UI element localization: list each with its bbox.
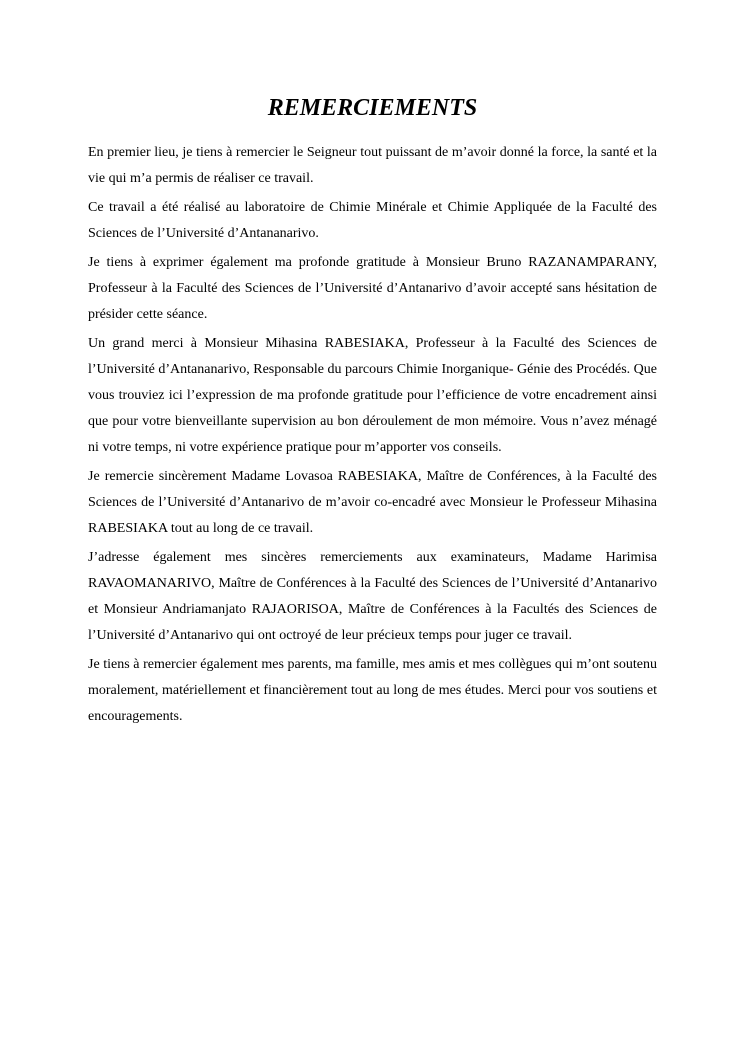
paragraph-5: Je remercie sincèrement Madame Lovasoa RABESIAKA, Maître de Conférences, à la Faculté des Sciences de l’Université d’Antanarivo de m’avoir co-encadré avec Monsieur le Professeur Mihasina RABESIAKA tout au long de ce travail. [88, 469, 657, 536]
paragraph-2: Ce travail a été réalisé au laboratoire de Chimie Minérale et Chimie Appliquée de la Faculté des Sciences de l’Université d’Antananarivo. [88, 200, 657, 241]
paragraph-7: Je tiens à remercier également mes parents, ma famille, mes amis et mes collègues qui m’ont soutenu moralement, matériellement et financièrement tout au long de mes études. Merci pour vos soutiens et encouragements. [88, 657, 657, 724]
paragraph-6: J’adresse également mes sincères remerciements aux examinateurs, Madame Harimisa RAVAOMANARIVO, Maître de Conférences à la Faculté des Sciences de l’Université d’Antanarivo et Monsieur Andriamanjato RAJAORISOA, Maître de Conférences à la Facultés des Sciences de l’Université d’Antanarivo qui ont octroyé de leur précieux temps pour juger ce travail. [88, 550, 657, 643]
paragraph-3: Je tiens à exprimer également ma profonde gratitude à Monsieur Bruno RAZANAMPARANY, Professeur à la Faculté des Sciences de l’Université d’Antanarivo d’avoir accepté sans hésitation de présider cette séance. [88, 255, 657, 322]
page-title: REMERCIEMENTS [267, 95, 478, 121]
paragraph-1: En premier lieu, je tiens à remercier le Seigneur tout puissant de m’avoir donné la force, la santé et la vie qui m’a permis de réaliser ce travail. [88, 145, 657, 186]
acknowledgements-body [88, 140, 657, 733]
paragraph-4: Un grand merci à Monsieur Mihasina RABESIAKA, Professeur à la Faculté des Sciences de l’Université d’Antananarivo, Responsable du parcours Chimie Inorganique- Génie des Procédés. Que vous trouviez ici l’expression de ma profonde gratitude pour l’efficience de votre encadrement ainsi que pour votre bienveillante supervision au bon déroulement de mon mémoire. Vous n’avez ménagé ni votre temps, ni votre expérience pratique pour m’apporter vos conseils. [88, 336, 657, 455]
